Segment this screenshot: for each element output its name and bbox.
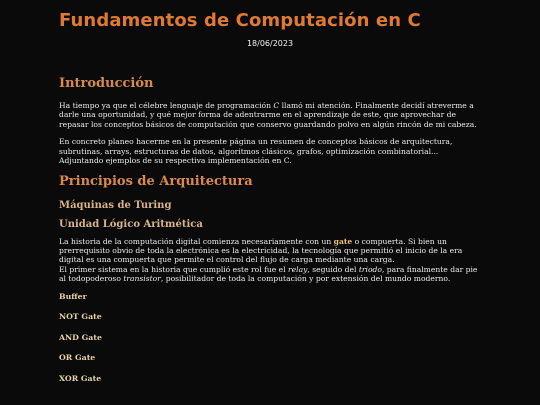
subsection-heading-alu: Unidad Lógico Aritmética — [59, 218, 203, 230]
gate-heading-or: OR Gate — [59, 353, 96, 363]
intro-paragraph-1 — [59, 101, 480, 129]
article-body — [59, 76, 480, 394]
intro-p1-text-b: llamó mi atención. Finalmente decidí atreverme a darle una oportunidad, y qué mejor forma de adentrarme en el aprendizaje de este, que aprovechar de repasar los conceptos básicos de computación que conservo guardando polvo en algún rincón de mi cabeza. — [59, 101, 477, 129]
gate-heading-buffer: Buffer — [59, 291, 87, 301]
gate-link[interactable]: gate — [333, 236, 353, 246]
publish-date: 18/06/2023 — [246, 39, 294, 48]
gate-heading-xor: XOR Gate — [59, 373, 102, 383]
gate-heading-not: NOT Gate — [59, 312, 102, 322]
section-heading-arquitectura: Principios de Arquitectura — [59, 173, 253, 189]
intro-p1-text-a: Ha tiempo ya que el célebre lenguaje de programación — [59, 101, 274, 110]
page-title: Fundamentos de Computación en C — [59, 10, 421, 31]
alu-p2-text-c: , para finalmente dar pie al todopoderoso — [59, 264, 478, 283]
alu-p1-text-a: La historia de la computación digital comienza necesariamente con un — [59, 236, 334, 246]
relay-term: relay — [288, 264, 308, 274]
alu-p2-text-a: El primer sistema en la historia que cumplió este rol fue el — [59, 264, 289, 274]
alu-p2-text-d: , posibilitador de toda la computación y por extensión del mundo moderno. — [160, 273, 451, 283]
alu-paragraph-2 — [59, 265, 480, 284]
intro-p1-lang-name: C — [273, 101, 280, 110]
triodo-term: triodo — [358, 264, 382, 274]
subsection-heading-turing: Máquinas de Turing — [59, 199, 172, 211]
alu-p1-text-b: o compuerta. Si bien un prerrequisito obvio de toda la electrónica es la electricidad, la tecnología que permitió el inicio de la era digital es una compuerta que permite el control del flujo de carga mediante una carga. — [59, 236, 463, 265]
gate-heading-and: AND Gate — [59, 332, 102, 342]
alu-p2-text-b: , seguido del — [307, 264, 359, 274]
intro-paragraph-2: En concreto planeo hacerme en la presente página un resumen de conceptos básicos de arquitectura, subrutinas, arrays, estructuras de datos, algoritmos clásicos, grafos, optimización combinatorial... Adjuntando ejemplos de su respectiva implementación en C. — [59, 137, 453, 165]
transistor-term: transistor — [123, 273, 161, 283]
section-heading-introduccion: Introducción — [59, 76, 154, 91]
alu-paragraph-1 — [59, 237, 480, 265]
